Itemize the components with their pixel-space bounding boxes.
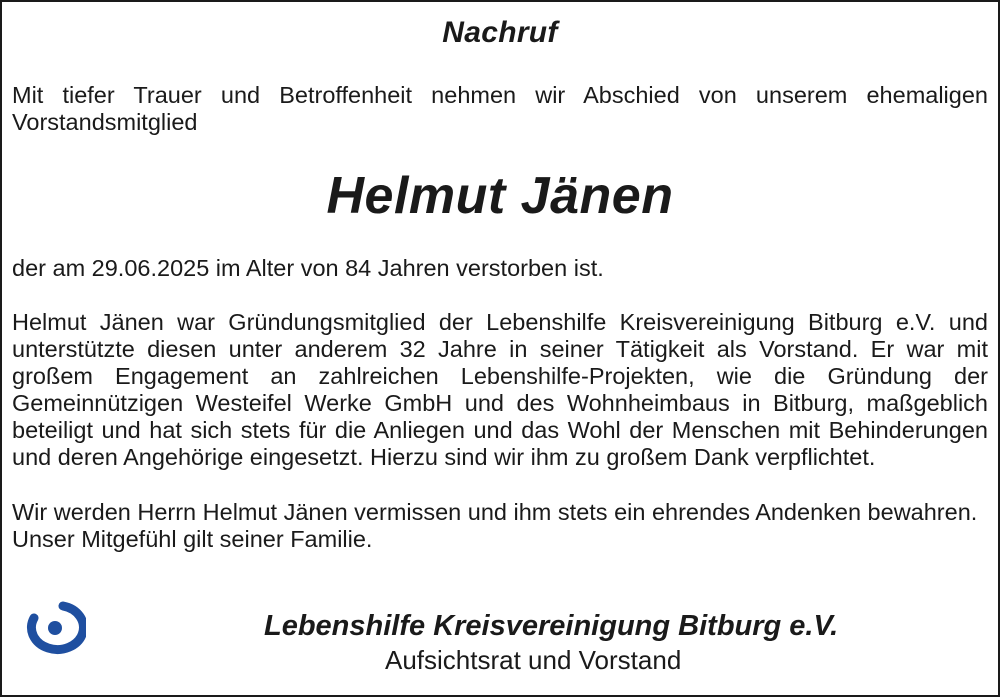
- lebenshilfe-logo-icon: [22, 597, 86, 657]
- closing-paragraph: [12, 499, 988, 553]
- organization-name: Lebenshilfe Kreisvereinigung Bitburg e.V.: [264, 610, 839, 642]
- closing-line-2: Unser Mitgefühl gilt seiner Familie.: [12, 526, 373, 552]
- biography-paragraph: Helmut Jänen war Gründungsmitglied der Lebenshilfe Kreisvereinigung Bitburg e.V. und unterstützte diesen unter anderem 32 Jahre in seiner Tätigkeit als Vorstand. Er war mit großem Engagement an zahlreichen Lebenshilfe-Projekten, wie die Gründung der Gemeinnützigen Westeifel Werke GmbH und des Wohnheimbaus in Bitburg, maßgeblich beteiligt und hat sich stets für die Anliegen und das Wohl der Menschen mit Behinderungen und deren Angehörige eingesetzt. Hierzu sind wir ihm zu großem Dank verpflichtet.: [12, 309, 988, 470]
- notice-heading: Nachruf: [442, 16, 558, 49]
- deceased-name: Helmut Jänen: [326, 167, 674, 225]
- intro-paragraph: [12, 82, 988, 136]
- board-signature: Aufsichtsrat und Vorstand: [385, 645, 682, 675]
- intro-line-2: Vorstandsmitglied: [12, 109, 198, 135]
- closing-line-1: Wir werden Herrn Helmut Jänen vermissen und ihm stets ein ehrendes Andenken bewahren.: [12, 499, 978, 525]
- intro-line-1: Mit tiefer Trauer und Betroffenheit nehmen wir Abschied von unserem ehemaligen: [12, 82, 988, 108]
- death-statement: der am 29.06.2025 im Alter von 84 Jahren verstorben ist.: [12, 255, 604, 281]
